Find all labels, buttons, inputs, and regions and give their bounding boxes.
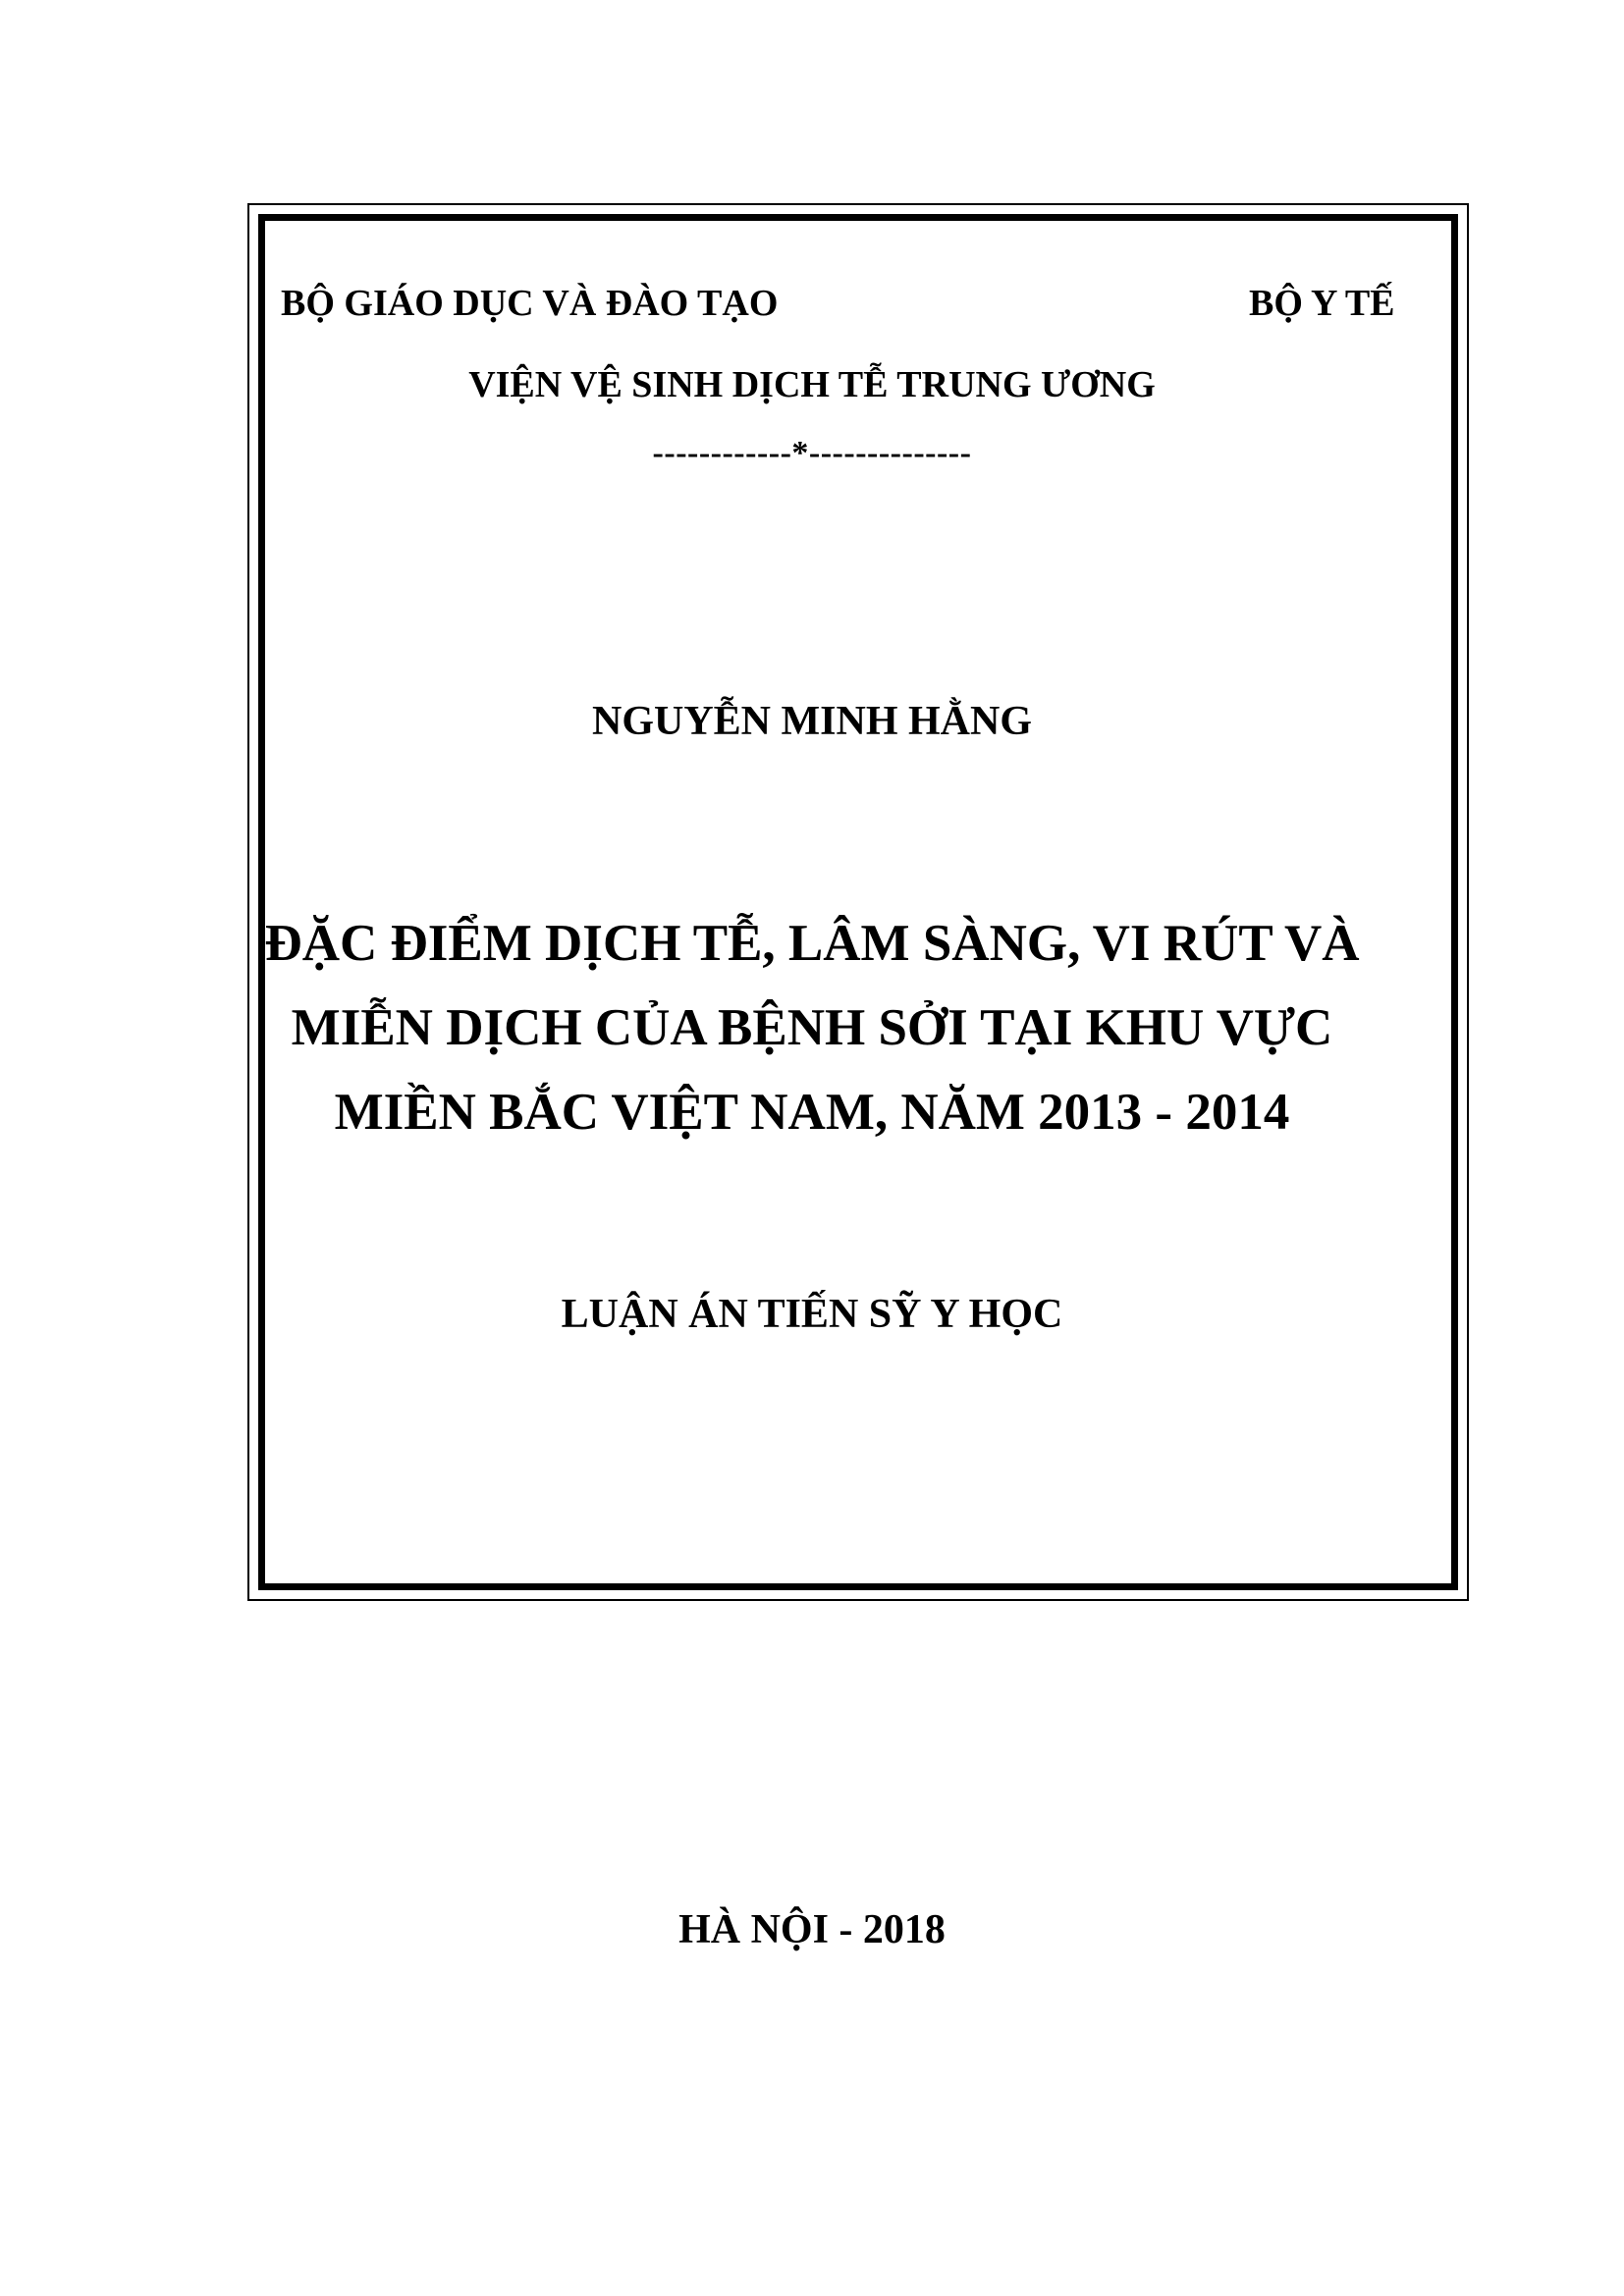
thesis-title-line: MIỀN BẮC VIỆT NAM, NĂM 2013 - 2014 [334, 1084, 1290, 1141]
author-name: NGUYỄN MINH HẰNG [592, 699, 1032, 744]
header-separator: ------------*-------------- [652, 435, 972, 471]
institute-name: VIỆN VỆ SINH DỊCH TỄ TRUNG ƯƠNG [468, 364, 1156, 405]
ministry-of-health: BỘ Y TẾ [1249, 283, 1395, 324]
place-and-year: HÀ NỘI - 2018 [678, 1907, 946, 1952]
degree-type: LUẬN ÁN TIẾN SỸ Y HỌC [561, 1292, 1063, 1337]
thesis-title-line: MIỄN DỊCH CỦA BỆNH SỞI TẠI KHU VỰC [291, 999, 1333, 1056]
thesis-title-line: ĐẶC ĐIỂM DỊCH TỄ, LÂM SÀNG, VI RÚT VÀ [264, 915, 1360, 972]
ministry-of-education: BỘ GIÁO DỤC VÀ ĐÀO TẠO [281, 283, 779, 324]
thesis-title [0, 901, 1624, 1154]
